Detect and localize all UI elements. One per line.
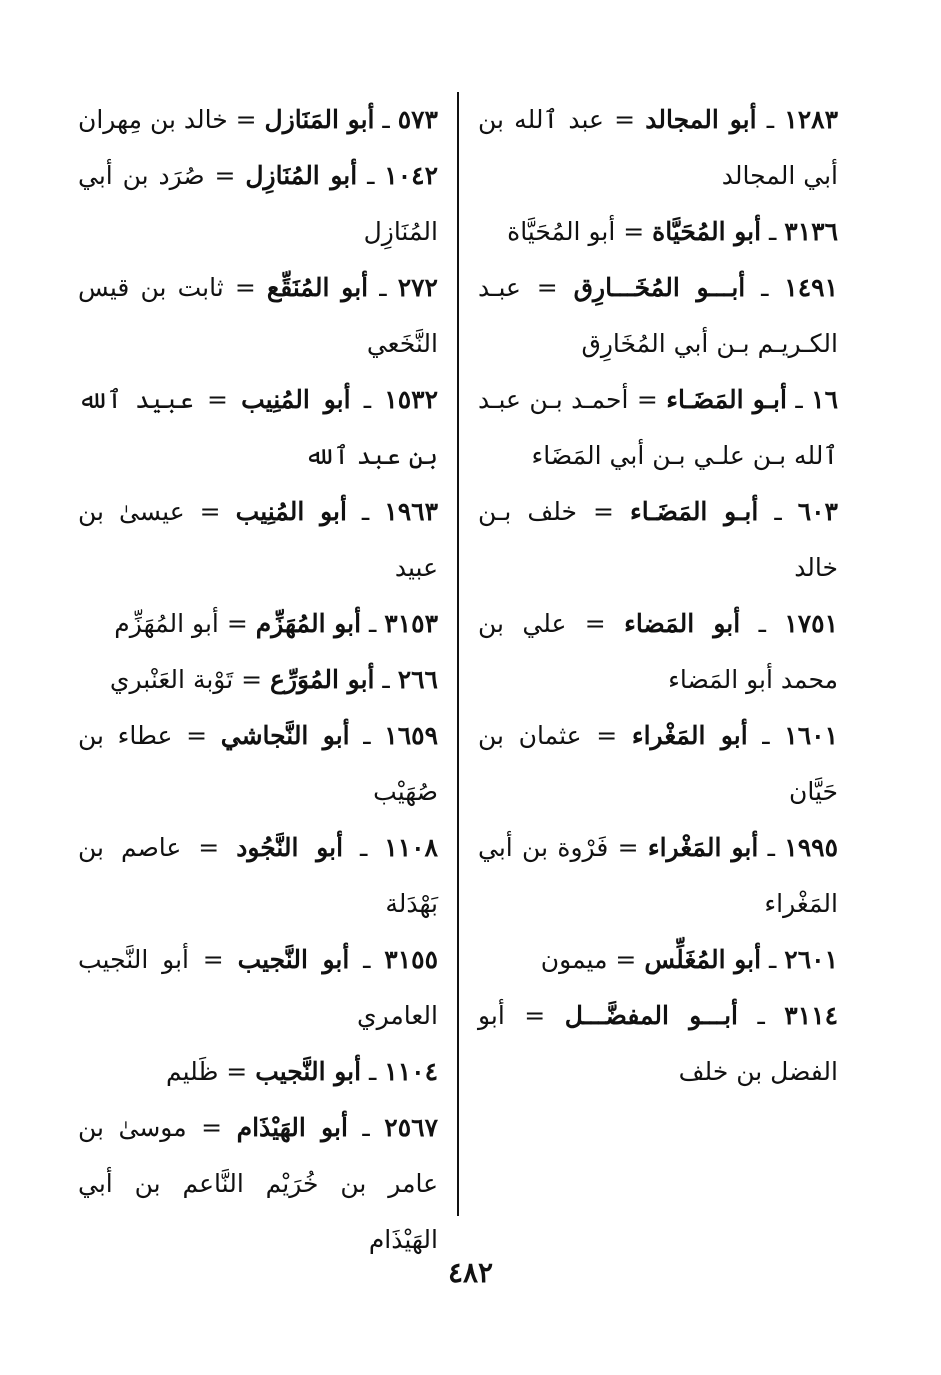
entry-number: ١٤٩١	[784, 273, 839, 302]
index-entry: ١٩٦٣ ـ أبو المُنِيب = عيسىٰ بن عبيد	[78, 497, 439, 582]
entry-kunya: أبو النَّجيب	[237, 945, 350, 974]
entry-kunya: أبو النَّجاشي	[220, 721, 350, 750]
entry-number: ١٩٦٣	[384, 497, 439, 526]
entry-number: ٢٦٦	[397, 665, 438, 694]
entry-full-name: عطاء بن صُهَيْب	[78, 721, 438, 806]
index-entry: ٣١١٤ ـ أبـــو المفضَّـــل = أبو الفضل بن خلف	[478, 1001, 839, 1086]
entry-kunya: أبو المُنِيب	[235, 497, 347, 526]
entry-kunya: أبو الهَيْذَام	[236, 1113, 348, 1142]
entry-kunya: أبـــو المُخَـــارِق	[573, 273, 746, 302]
entry-kunya: أبو المُنِيب	[241, 385, 351, 414]
entry-kunya: أبو المُهَزِّم	[255, 609, 362, 638]
entry-number: ١٧٥١	[784, 609, 839, 638]
index-entry: ٦٠٣ ـ أبـو المَضَـاء = خلف بـن خالد	[478, 497, 838, 582]
index-entry: ١١٠٨ ـ أبو النَّجُود = عاصم بن بَهْدَلة	[78, 833, 438, 918]
index-column-right	[478, 92, 838, 1100]
entry-number: ١٦٠١	[784, 721, 839, 750]
entry-full-name: أحمـد بـن عبـد ٱلله بـن علـي بـن أبي المَضَاء	[478, 385, 838, 470]
entry-full-name: خالد بن مِهران	[77, 105, 228, 134]
index-entry: ٢٧٢ ـ أبو المُنَقِّع = ثابت بن قيس النَّخَعي	[78, 273, 438, 358]
entry-number: ٥٧٣	[397, 105, 438, 134]
entry-number: ٣١١٤	[784, 1001, 839, 1030]
index-entry: ١٢٨٣ ـ أبو المجالد = عبد ٱلله بن أبي المجالد	[478, 105, 838, 190]
entry-kunya: أبو النَّجيب	[255, 1057, 362, 1086]
entry-kunya: أبـو المَضَـاء	[629, 497, 759, 526]
entry-kunya: أبـو المَضَـاء	[666, 385, 787, 414]
entry-kunya: أبو المَضاء	[624, 609, 741, 638]
index-entry: ١٦٠١ ـ أبو المَغْراء = عثمان بن حَيَّان	[478, 721, 839, 806]
entry-number: ٣١٥٣	[384, 609, 438, 638]
entry-full-name: عبيد ٱلله بن عبد ٱلله	[78, 385, 438, 470]
column-divider	[457, 92, 459, 1216]
entry-number: ١٦	[811, 385, 839, 414]
entry-full-name: أبو المُحَيَّاة	[507, 217, 616, 246]
index-entry: ١٦ ـ أبـو المَضَـاء = أحمـد بـن عبـد ٱلله بـن علـي بـن أبي المَضَاء	[478, 385, 839, 470]
entry-full-name: خلف بـن خالد	[478, 497, 838, 582]
index-entry: ٣١٥٥ ـ أبو النَّجيب = أبو النَّجيب العامري	[78, 945, 438, 1030]
entry-full-name: عثمان بن حَيَّان	[478, 721, 838, 806]
entry-full-name: عبـد الكـريـم بـن أبي المُخَارِق	[478, 273, 838, 358]
entry-full-name: عاصم بن بَهْدَلة	[78, 833, 438, 918]
index-entry: ٣١٥٣ ـ أبو المُهَزِّم = أبو المُهَزِّم	[114, 609, 438, 638]
entry-number: ١٠٤٢	[384, 161, 439, 190]
entry-full-name: عبد ٱلله بن أبي المجالد	[478, 105, 838, 190]
entry-full-name: أبو النَّجيب العامري	[78, 945, 438, 1030]
entry-full-name: ظَليم	[166, 1057, 219, 1086]
index-entry: ١١٠٤ ـ أبو النَّجيب = ظَليم	[166, 1057, 438, 1086]
entry-kunya: أبو المُوَرِّع	[270, 665, 375, 694]
entry-number: ١٢٨٣	[784, 105, 838, 134]
entry-kunya: أبو المُحَيَّاة	[652, 217, 762, 246]
entry-full-name: أبو الفضل بن خلف	[478, 1001, 838, 1086]
index-column-left	[78, 92, 438, 1268]
entry-full-name: عيسىٰ بن عبيد	[78, 497, 438, 582]
entry-full-name: أبو المُهَزِّم	[114, 609, 219, 638]
index-entry: ٢٥٦٧ ـ أبو الهَيْذَام = موسىٰ بن عامر بن خُرَيْم النَّاعم بن أبي الهَيْذَام	[78, 1113, 439, 1254]
entry-number: ١٦٥٩	[384, 721, 438, 750]
entry-number: ١٥٣٢	[384, 385, 438, 414]
entry-full-name: علي بن محمد أبو المَضاء	[478, 609, 838, 694]
page-number: ٤٨٢	[447, 1256, 494, 1289]
entry-full-name: صُرَد بن أبي المُنَازِل	[78, 161, 438, 246]
entry-number: ٣١٥٥	[384, 945, 438, 974]
index-entry: ٣١٣٦ ـ أبو المُحَيَّاة = أبو المُحَيَّاة	[507, 217, 838, 246]
index-entry: ١٠٤٢ ـ أبو المُنَازِل = صُرَد بن أبي المُنَازِل	[78, 161, 439, 246]
entry-number: ٦٠٣	[797, 497, 838, 526]
entry-number: ٢٧٢	[397, 273, 438, 302]
entry-kunya: أبو المَنَازل	[264, 105, 375, 134]
index-entry: ٢٦٦ ـ أبو المُوَرِّع = تَوْبة العَنْبري	[109, 665, 438, 694]
entry-kunya: أبو النَّجُود	[236, 833, 344, 862]
entry-full-name: تَوْبة العَنْبري	[109, 665, 234, 694]
entry-kunya: أبو المجالد	[645, 105, 757, 134]
index-entry: ١٤٩١ ـ أبـــو المُخَـــارِق = عبـد الكـريـم بـن أبي المُخَارِق	[478, 273, 839, 358]
entry-full-name: ثابت بن قيس النَّخَعي	[78, 273, 438, 358]
entry-kunya: أبو المَغْراء	[647, 833, 759, 862]
entry-number: ٢٦٠١	[784, 945, 838, 974]
entry-full-name: فَرْوة بن أبي المَغْراء	[478, 833, 838, 918]
entry-full-name: موسىٰ بن عامر بن خُرَيْم النَّاعم بن أبي الهَيْذَام	[78, 1113, 438, 1254]
index-entry: ١٦٥٩ ـ أبو النَّجاشي = عطاء بن صُهَيْب	[78, 721, 438, 806]
entry-number: ٣١٣٦	[784, 217, 838, 246]
index-entry: ٥٧٣ ـ أبو المَنَازل = خالد بن مِهران	[77, 105, 438, 134]
entry-kunya: أبو المُنَقِّع	[266, 273, 369, 302]
entry-kunya: أبـــو المفضَّـــل	[564, 1001, 739, 1030]
index-entry: ١٩٩٥ ـ أبو المَغْراء = فَرْوة بن أبي المَغْراء	[478, 833, 838, 918]
entry-kunya: أبو المَغْراء	[631, 721, 748, 750]
entry-kunya: أبو المُنَازِل	[245, 161, 358, 190]
entry-full-name: ميمون	[540, 945, 608, 974]
index-entry: ١٧٥١ ـ أبو المَضاء = علي بن محمد أبو المَضاء	[478, 609, 839, 694]
entry-number: ١١٠٨	[384, 833, 438, 862]
entry-number: ١٩٩٥	[784, 833, 838, 862]
index-entry: ٢٦٠١ ـ أبو المُغَلِّس = ميمون	[540, 945, 838, 974]
entry-kunya: أبو المُغَلِّس	[644, 945, 762, 974]
index-entry: ١٥٣٢ ـ أبو المُنِيب = عبيد ٱلله بن عبد ٱلله	[78, 385, 438, 470]
entry-number: ٢٥٦٧	[384, 1113, 439, 1142]
entry-number: ١١٠٤	[384, 1057, 438, 1086]
